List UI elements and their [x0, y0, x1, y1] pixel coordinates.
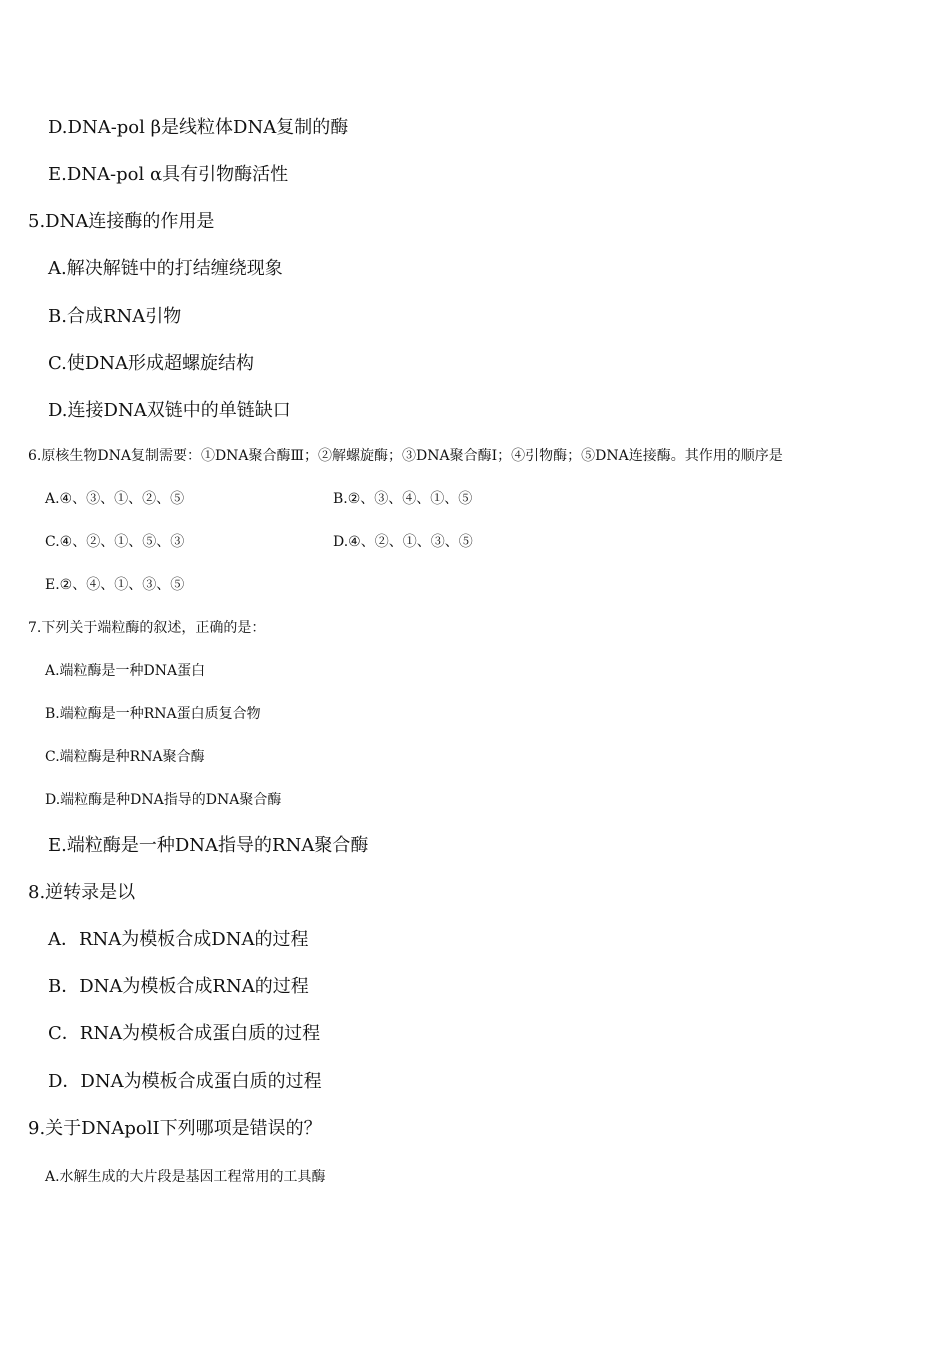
q9-stem: 9.关于DNApolⅠ下列哪项是错误的？ [28, 1118, 322, 1139]
q6-stem: 6.原核生物DNA复制需要：①DNA聚合酶Ⅲ；②解螺旋酶；③DNA聚合酶Ⅰ；④引物酶；⑤DNA连接酶。其作用的顺序是 [28, 448, 783, 464]
q6-option-a: A.④、③、①、②、⑤ [45, 491, 185, 507]
q5-stem: 5.DNA连接酶的作用是 [28, 211, 215, 232]
q6-option-b: B.②、③、④、①、⑤ [333, 491, 473, 507]
q7-option-e: E.端粒酶是一种DNA指导的RNA聚合酶 [48, 835, 369, 856]
q9-option-a: A.水解生成的大片段是基因工程常用的工具酶 [45, 1169, 326, 1185]
q7-option-b: B.端粒酶是一种RNA蛋白质复合物 [45, 706, 261, 722]
q5-option-d: D.连接DNA双链中的单链缺口 [48, 400, 291, 421]
q7-option-a: A.端粒酶是一种DNA蛋白 [45, 663, 206, 679]
q5-option-a: A.解决解链中的打结缠绕现象 [48, 258, 283, 279]
q8-option-b: B．DNA为模板合成RNA的过程 [48, 976, 309, 997]
q5-option-c: C.使DNA形成超螺旋结构 [48, 353, 255, 374]
q6-option-c: C.④、②、①、⑤、③ [45, 534, 185, 550]
q4-option-d: D.DNA-pol β是线粒体DNA复制的酶 [48, 117, 349, 138]
q7-option-d: D.端粒酶是种DNA指导的DNA聚合酶 [45, 792, 282, 808]
q5-option-b: B.合成RNA引物 [48, 306, 182, 327]
q6-option-e: E.②、④、①、③、⑤ [45, 577, 185, 593]
q7-stem: 7.下列关于端粒酶的叙述，正确的是： [28, 620, 266, 636]
q4-option-e: E.DNA-pol α具有引物酶活性 [48, 164, 289, 185]
q6-option-d: D.④、②、①、③、⑤ [333, 534, 473, 550]
q8-option-d: D．DNA为模板合成蛋白质的过程 [48, 1071, 322, 1092]
q8-option-c: C．RNA为模板合成蛋白质的过程 [48, 1023, 321, 1044]
q7-option-c: C.端粒酶是种RNA聚合酶 [45, 749, 205, 765]
q8-stem: 8.逆转录是以 [28, 882, 136, 903]
q8-option-a: A．RNA为模板合成DNA的过程 [48, 929, 309, 950]
